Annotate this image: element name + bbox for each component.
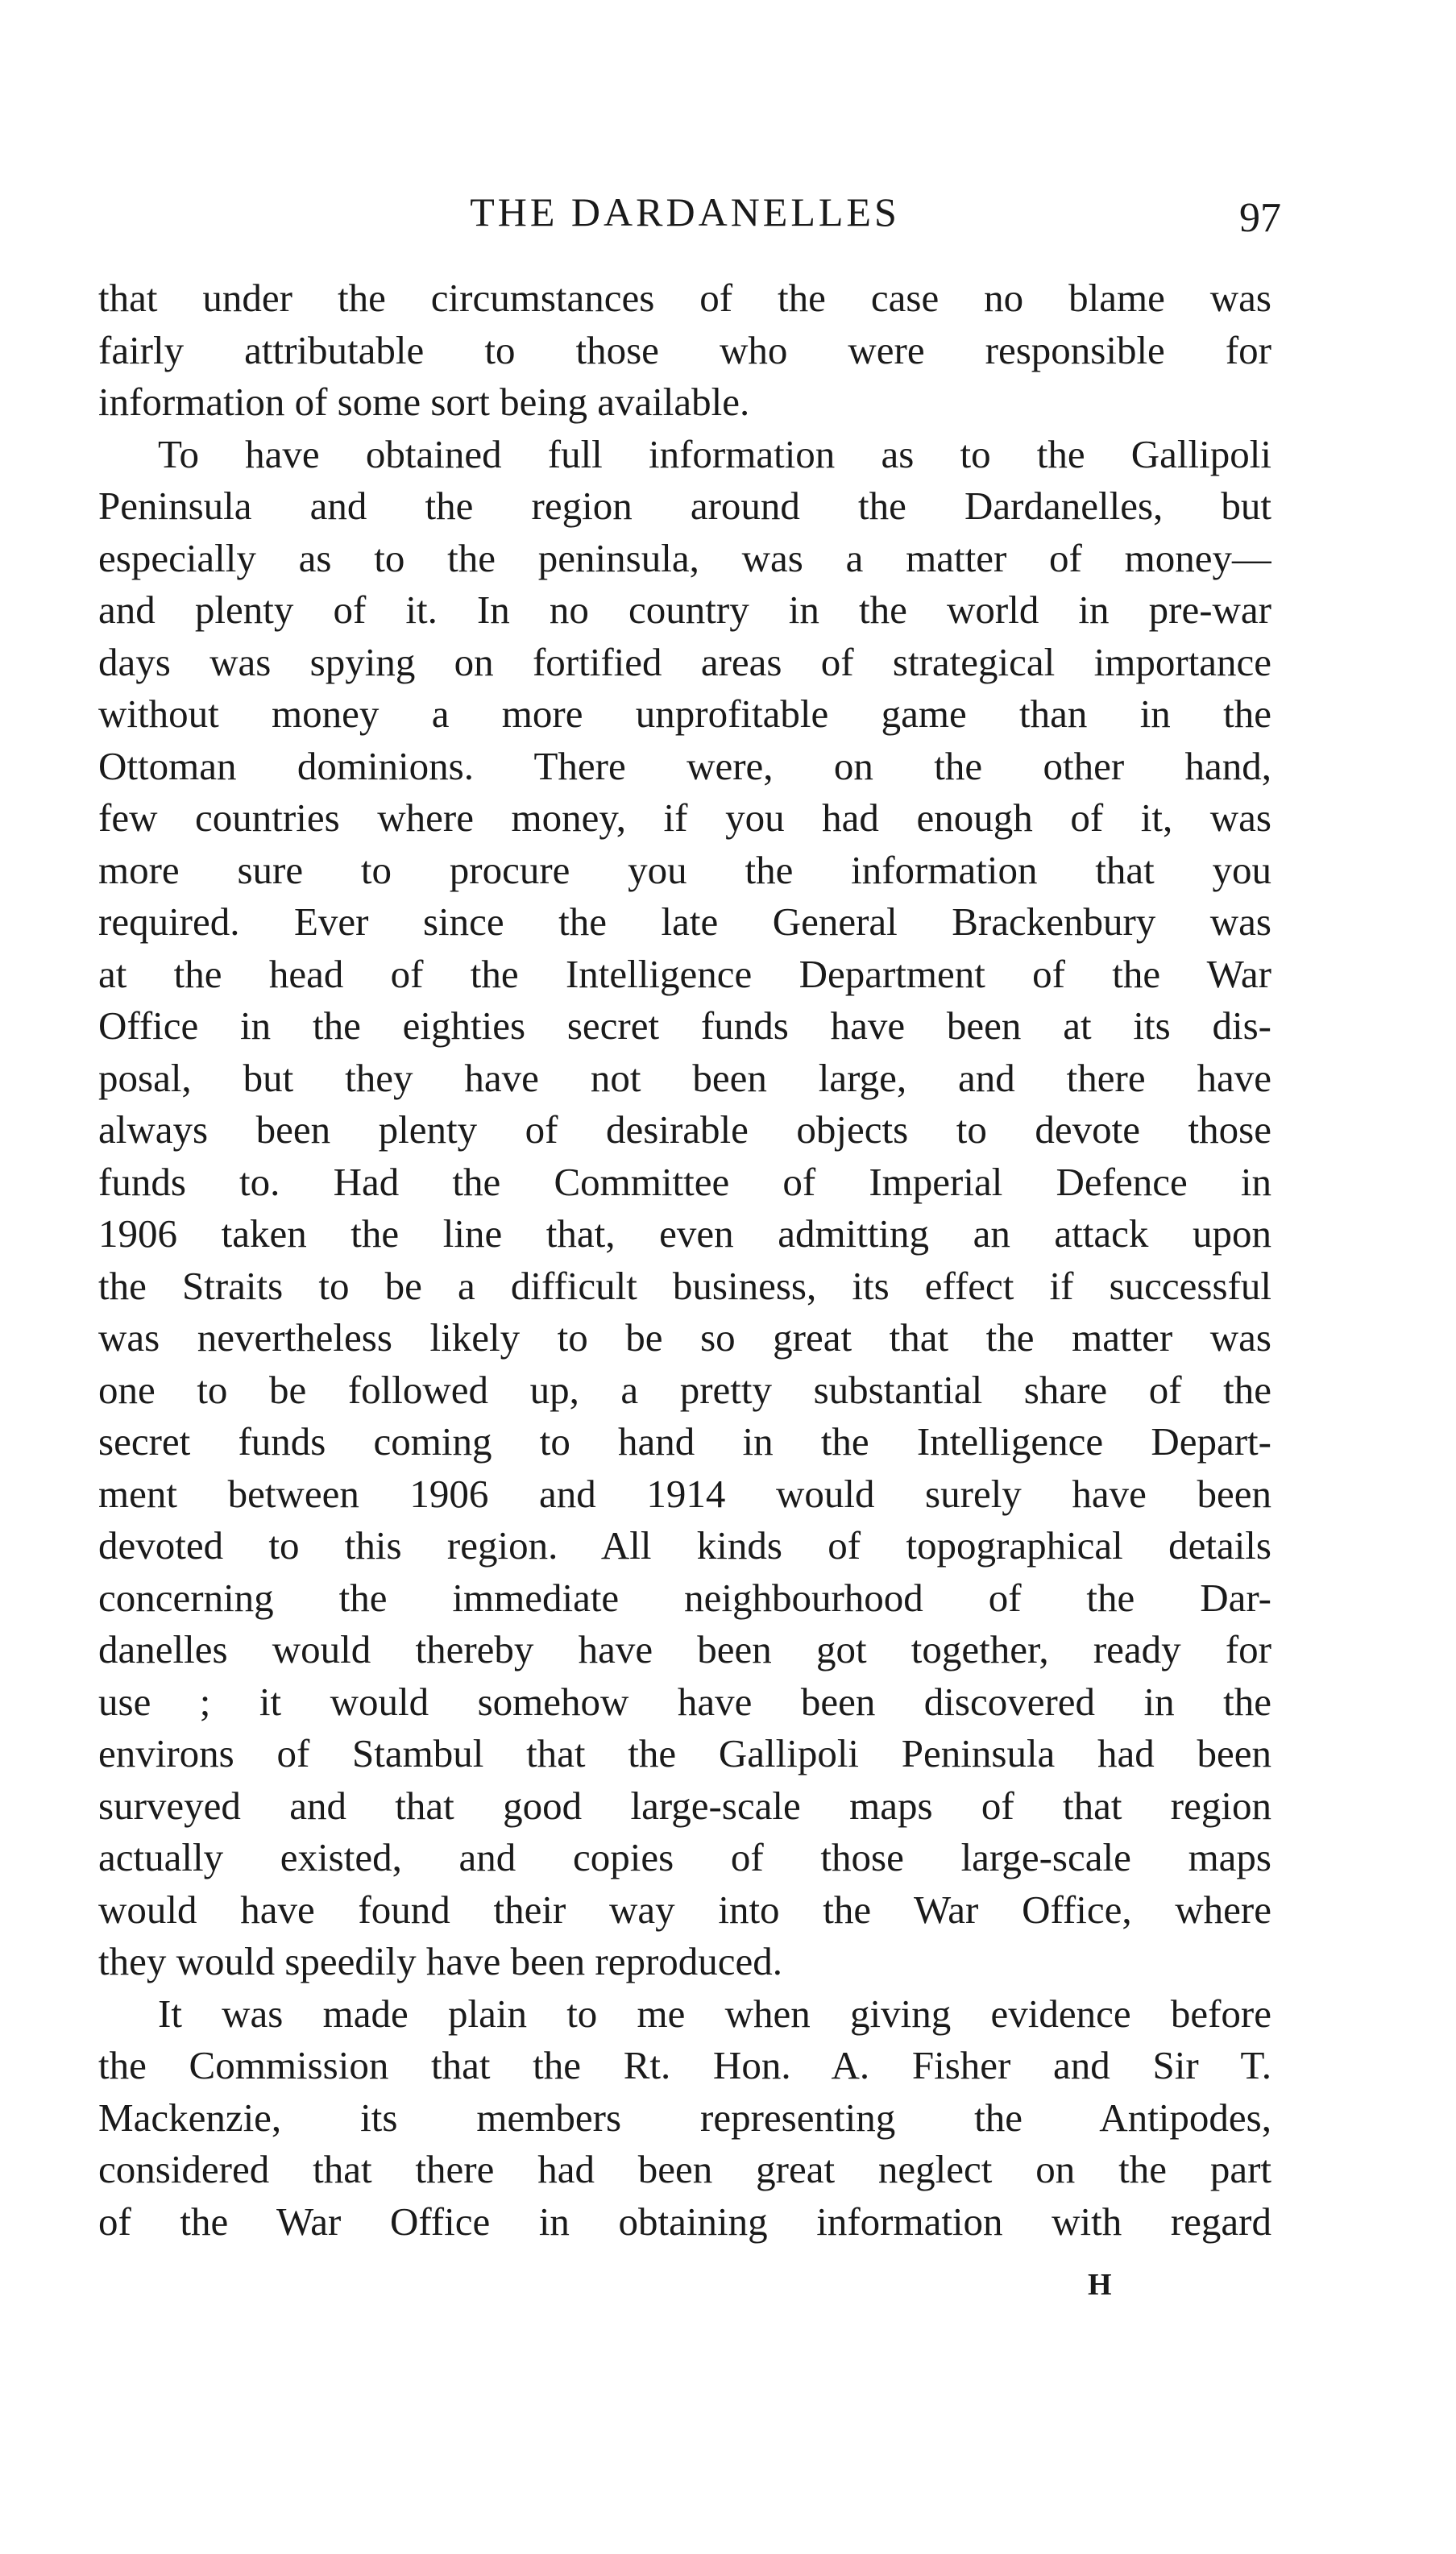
text-line: would have found their way into the War Office, where [98,1887,1271,1932]
text-line: devoted to this region. All kinds of topographical details [98,1523,1271,1568]
text-line: of the War Office in obtaining information with regard [98,2199,1271,2244]
text-line: days was spying on fortified areas of strategical importance [98,639,1271,684]
text-line: they would speedily have been reproduced. [98,1939,783,1983]
text-line: the Commission that the Rt. Hon. A. Fisher and Sir T. [98,2043,1271,2087]
text-line: and plenty of it. In no country in the world in pre-war [98,588,1271,632]
signature-mark: H [1088,2268,1112,2302]
text-line: considered that there had been great neglect on the part [98,2147,1271,2191]
text-line: fairly attributable to those who were responsible for [98,327,1271,372]
text-line: surveyed and that good large-scale maps of that region [98,1783,1271,1828]
text-line: Mackenzie, its members representing the Antipodes, [98,2095,1271,2140]
text-line: one to be followed up, a pretty substantial share of the [98,1367,1271,1412]
text-line: that under the circumstances of the case no blame was [98,276,1271,320]
text-line: actually existed, and copies of those large-scale maps [98,1835,1271,1879]
text-line: 1906 taken the line that, even admitting an attack upon [98,1211,1271,1256]
text-line: Peninsula and the region around the Dardanelles, but [98,484,1271,528]
text-line: always been plenty of desirable objects to devote those [98,1107,1271,1152]
text-line: was nevertheless likely to be so great that the matter was [98,1315,1271,1360]
text-line: posal, but they have not been large, and there have [98,1055,1271,1100]
text-line: concerning the immediate neighbourhood of the Dar- [98,1575,1271,1620]
text-line: at the head of the Intelligence Department of the War [98,951,1271,996]
text-line: environs of Stambul that the Gallipoli Peninsula had been [98,1731,1271,1775]
text-line: secret funds coming to hand in the Intelligence Depart- [98,1419,1271,1464]
text-line: To have obtained full information as to the Gallipoli [158,431,1271,476]
text-line: ment between 1906 and 1914 would surely have been [98,1471,1271,1516]
text-line: information of some sort being available. [98,380,750,424]
paragraph-2 [98,429,1271,1988]
text-line: Ottoman dominions. There were, on the other hand, [98,743,1271,788]
page-number: 97 [1239,195,1281,241]
text-line: the Straits to be a difficult business, its effect if successful [98,1263,1271,1308]
paragraph-1 [98,272,1271,429]
paragraph-3 [98,1988,1271,2249]
running-title: THE DARDANELLES [470,189,900,235]
text-line: required. Ever since the late General Brackenbury was [98,899,1271,944]
text-line: especially as to the peninsula, was a matter of money— [98,535,1271,580]
text-line: danelles would thereby have been got together, ready for [98,1627,1271,1672]
text-line: few countries where money, if you had enough of it, was [98,795,1271,840]
text-line: Office in the eighties secret funds have been at its dis- [98,1003,1271,1048]
text-line: It was made plain to me when giving evidence before [158,1991,1271,2036]
text-line: more sure to procure you the information that you [98,847,1271,892]
running-head [97,184,1281,241]
text-line: funds to. Had the Committee of Imperial Defence in [98,1159,1271,1204]
text-line: use ; it would somehow have been discovered in the [98,1679,1271,1724]
text-line: without money a more unprofitable game than in the [98,691,1271,736]
body-text [98,272,1271,2248]
